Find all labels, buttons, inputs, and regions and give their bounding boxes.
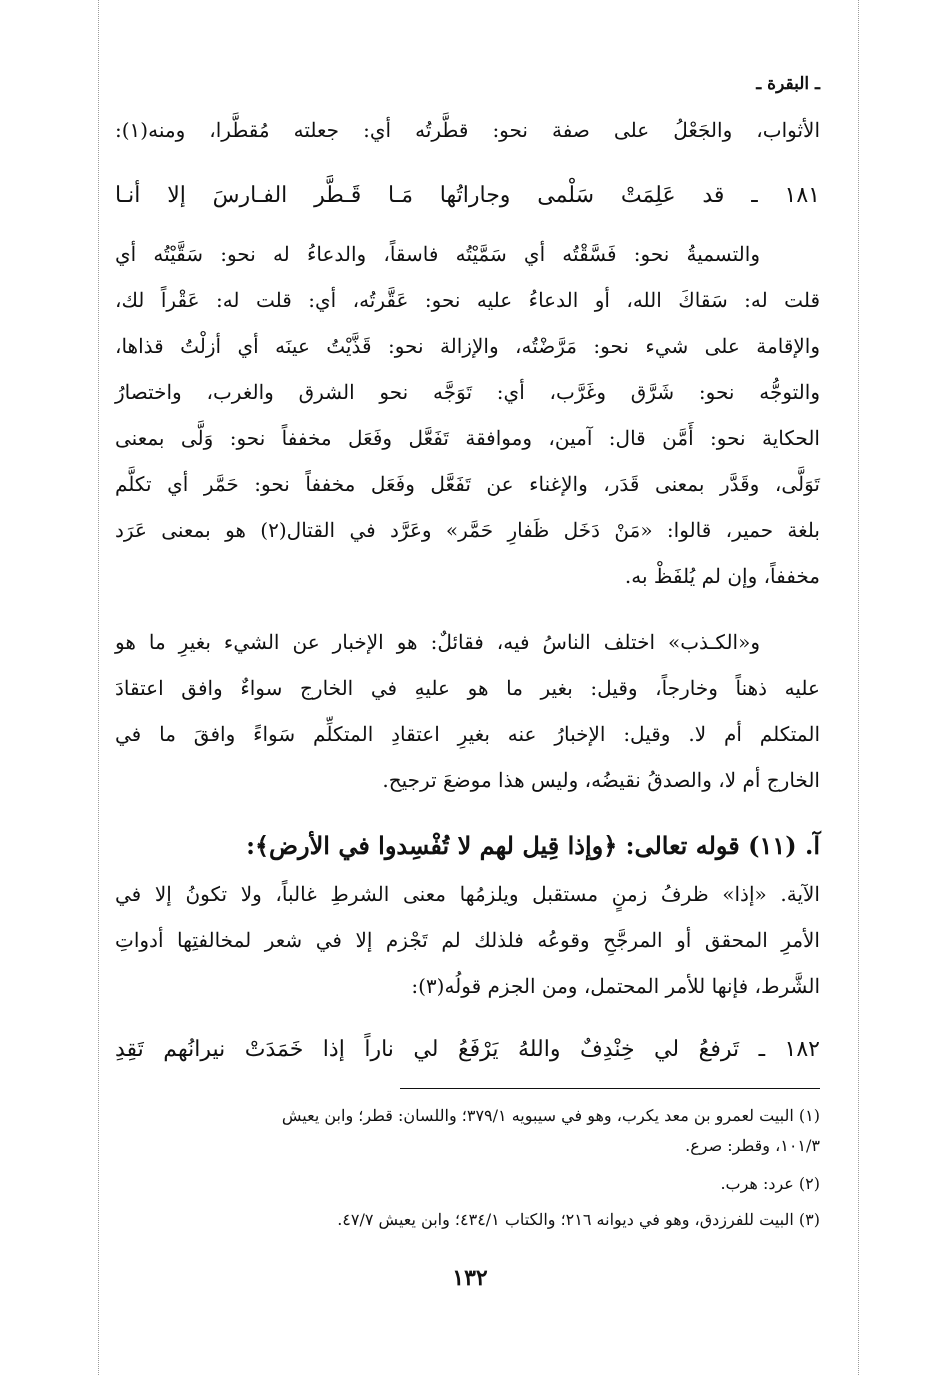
- text-line: والتوجُّه نحو: شَرَّق وغَرَّب، أي: تَوَجَّه نحو الشرق والغرب، واختصارُ: [115, 380, 820, 404]
- text-line: الحكاية نحو: أَمَّن قال: آمين، وموافقة تَفَعَّل وفَعَل مخففاً نحو: وَلَّى بمعنى: [115, 426, 820, 450]
- footnote-1-cont: ١٠١/٣، وقطر: صرع.: [685, 1136, 820, 1155]
- text-line: عليه ذهناً وخارجاً، وقيل: بغير ما هو عليهِ في الخارج سواءٌ وافق اعتقادَ: [115, 676, 820, 700]
- text-line: قلت له: سَقاكَ الله، أو الدعاءُ عليه نحو: عَقَّرتُه، أي: قلت له: عَقْراً لك،: [115, 288, 820, 312]
- footnote-2: (٢) عرد: هرب.: [720, 1174, 820, 1193]
- page-number: ١٣٢: [452, 1265, 488, 1291]
- verse-182: ١٨٢ ـ تَرفعُ لي خِنْدِفٌ واللهُ يَرْفَعُ لي ناراً إذا خَمَدَتْ نيرانُهم تَقِدِ: [115, 1037, 820, 1062]
- verse-181: ١٨١ ـ قد عَلِمَتْ سَلْمى وجاراتُها مَـا قَـطَّر الفـارسَ إلا أنـا: [115, 183, 820, 208]
- footnote-1: (١) البيت لعمرو بن معد يكرب، وهو في سيبويه ٣٧٩/١؛ واللسان: قطر؛ وابن يعيش: [281, 1106, 820, 1125]
- verse-heading: آ. (١١) قوله تعالى: ﴿وإذا قِيل لهم لا تُفْسِدوا في الأرض﴾:: [246, 831, 820, 860]
- text-line: المتكلم أم لا. وقيل: الإخبارُ عنه بغيرِ اعتقادِ المتكلِّم سَواءً وافقَ ما في: [115, 722, 820, 746]
- footnote-rule: [400, 1088, 820, 1089]
- text-line: الشَّرط، فإنها للأمر المحتمل، ومن الجزم قولُه(٣):: [411, 974, 820, 998]
- text-line: الأثواب، والجَعْلُ على صفة نحو: قطَّرتُه أي: جعلته مُقطَّرا، ومنه(١):: [115, 118, 820, 142]
- margin-dotted-line: [98, 0, 99, 1375]
- text-line: مخففاً، وإن لم يُلفَظْ به.: [624, 564, 820, 588]
- text-line: الخارج أم لا، والصدقُ نقيضُه، وليس هذا موضعَ ترجيح.: [382, 768, 820, 792]
- text-line: الآية. «إذا» ظرفُ زمنٍ مستقبل ويلزمُها معنى الشرطِ غالباً، ولا تكونُ إلا في: [115, 882, 820, 906]
- text-line: والتسميةُ نحو: فَسَّقْتُه أي سَمَّيْتُه فاسقاً، والدعاءُ له نحو: سَقَّيْتُه أي: [115, 242, 760, 266]
- running-header: ـ البقرة ـ: [756, 74, 820, 94]
- text-line: بلغة حمير، قالوا: «مَنْ دَخَل ظَفارِ حَمَّر» وعَرَّد في القتال(٢) هو بمعنى عَرَد: [115, 518, 820, 542]
- footnote-3: (٣) البيت للفرزدق، وهو في ديوانه ٢١٦؛ والكتاب ٤٣٤/١؛ وابن يعيش ٤٧/٧.: [337, 1210, 820, 1229]
- text-line: والإقامة على شيء نحو: مَرَّضْتُه، والإزالة نحو: قَذَّيْتُ عينَه أي أزلْتُ قذاها،: [115, 334, 820, 358]
- text-line: الأمرِ المحقق أو المرجَّحِ وقوعُه فلذلك لم تَجْزم إلا في شعر لمخالفتِها أدواتِ: [115, 928, 820, 952]
- text-line: تَوَلَّى، وقَدَّر بمعنى قَدَر، والإغناء عن تَفَعَّل وفَعَل مخففاً نحو: حَمَّر أي تكلَّم: [115, 472, 820, 496]
- margin-dotted-line: [858, 0, 859, 1375]
- text-line: و«الكـذب» اختلف الناسُ فيه، فقائلٌ: هو الإخبار عن الشيء بغيرِ ما هو: [115, 630, 760, 654]
